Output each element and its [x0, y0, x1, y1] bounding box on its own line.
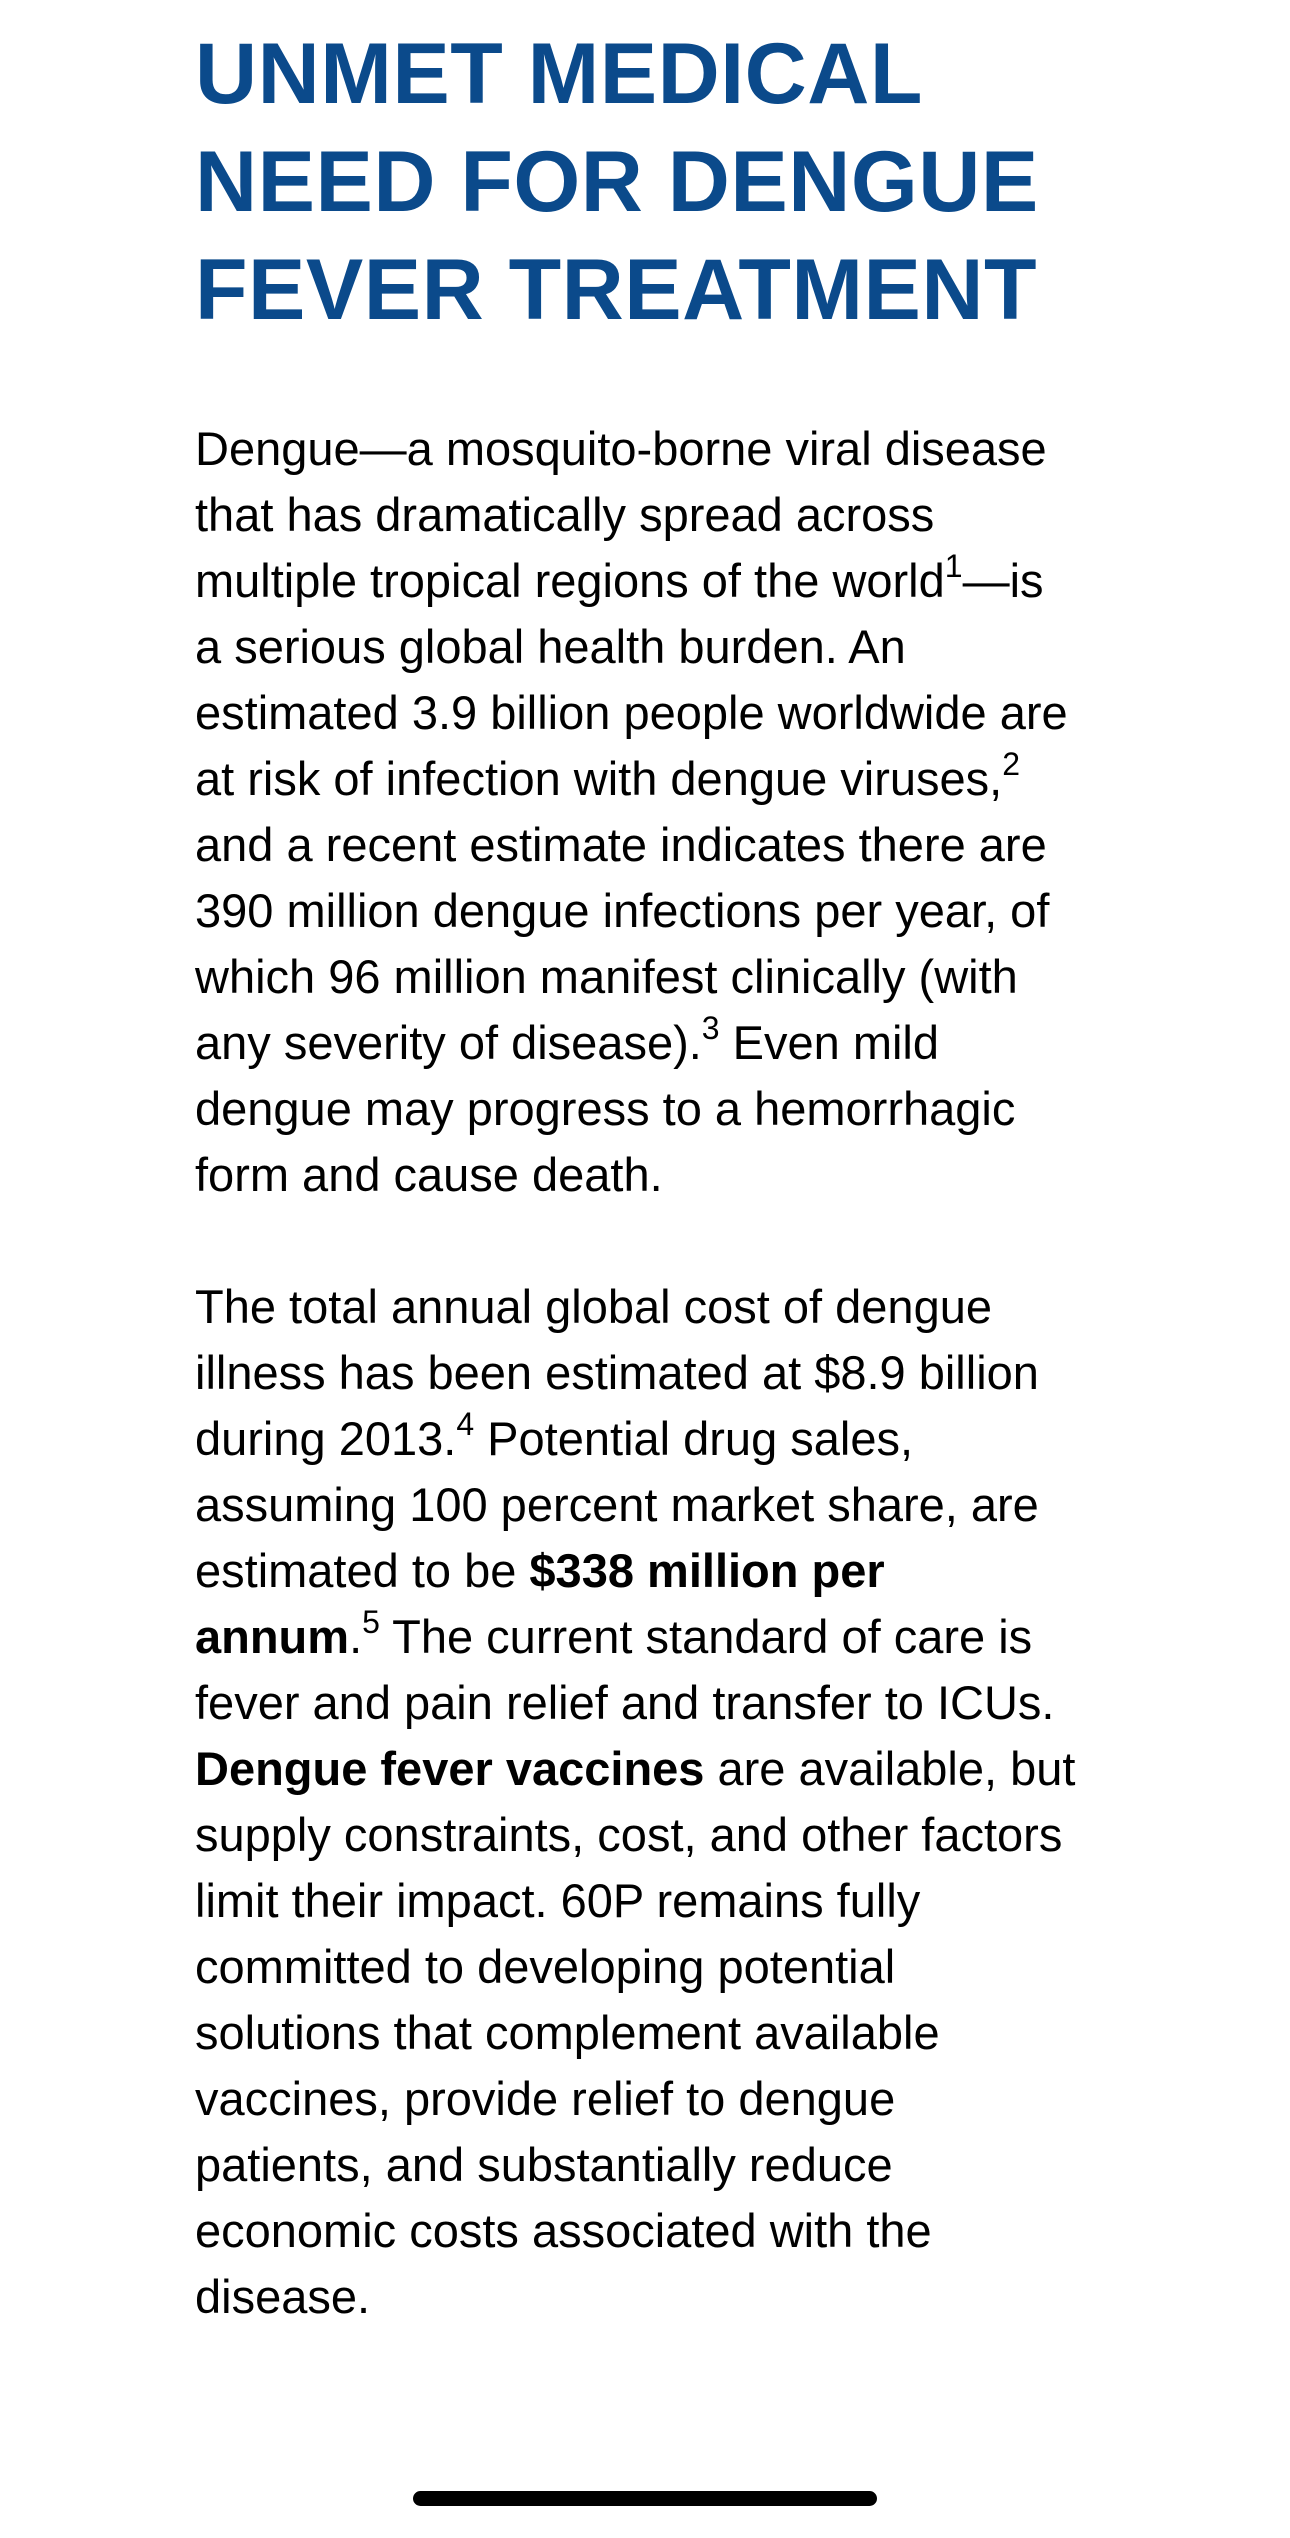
text-line: assuming 100 percent market share, are	[195, 1478, 1039, 1531]
text-line	[195, 548, 1125, 614]
article-content	[195, 20, 1125, 2330]
emphasis-annum: annum	[195, 1610, 350, 1663]
text-fragment: are available, but	[704, 1742, 1076, 1795]
text-fragment: estimated to be	[195, 1544, 530, 1597]
home-indicator[interactable]	[413, 2491, 877, 2506]
emphasis-vaccines: Dengue fever vaccines	[195, 1742, 705, 1795]
text-fragment: during 2013.	[195, 1412, 457, 1465]
text-fragment: The current standard of care is	[379, 1610, 1033, 1663]
text-line: illness has been estimated at $8.9 billion	[195, 1346, 1039, 1399]
text-line: disease.	[195, 2270, 371, 2323]
text-line: vaccines, provide relief to dengue	[195, 2072, 896, 2125]
text-line	[195, 1538, 1125, 1604]
title-line-3: FEVER TREATMENT	[195, 242, 1038, 338]
text-fragment: Even mild	[719, 1016, 940, 1069]
text-line: that has dramatically spread across	[195, 488, 935, 541]
text-fragment: —is	[962, 554, 1044, 607]
text-line	[195, 1604, 1125, 1670]
text-fragment: at risk of infection with dengue viruses,	[195, 752, 1003, 805]
text-line	[195, 1010, 1125, 1076]
text-line: fever and pain relief and transfer to ICUs.	[195, 1676, 1055, 1729]
text-line: economic costs associated with the	[195, 2204, 932, 2257]
text-line: supply constraints, cost, and other factors	[195, 1808, 1063, 1861]
text-line: and a recent estimate indicates there are	[195, 818, 1047, 871]
footnote-ref-1: 1	[944, 548, 963, 584]
footnote-ref-4: 4	[456, 1406, 475, 1442]
footnote-ref-5: 5	[362, 1604, 380, 1640]
text-line: Dengue—a mosquito-borne viral disease	[195, 422, 1047, 475]
title-line-2: NEED FOR DENGUE	[195, 134, 1039, 230]
text-line: committed to developing potential	[195, 1940, 896, 1993]
text-line: 390 million dengue infections per year, of	[195, 884, 1050, 937]
text-line	[195, 1736, 1125, 1802]
page-title	[195, 20, 1125, 344]
title-line-1: UNMET MEDICAL	[195, 26, 923, 122]
text-line: estimated 3.9 billion people worldwide are	[195, 686, 1068, 739]
text-line: patients, and substantially reduce	[195, 2138, 893, 2191]
text-line	[195, 746, 1125, 812]
text-line: form and cause death.	[195, 1148, 663, 1201]
paragraph-dengue-burden	[195, 416, 1125, 1208]
text-fragment: any severity of disease).	[195, 1016, 702, 1069]
emphasis-market-value: $338 million per	[529, 1544, 885, 1597]
text-fragment: .	[349, 1610, 363, 1663]
text-line: a serious global health burden. An	[195, 620, 906, 673]
text-fragment: Potential drug sales,	[474, 1412, 914, 1465]
footnote-ref-2: 2	[1002, 746, 1021, 782]
text-line	[195, 1406, 1125, 1472]
text-line: The total annual global cost of dengue	[195, 1280, 992, 1333]
text-line: which 96 million manifest clinically (with	[195, 950, 1018, 1003]
text-line: solutions that complement available	[195, 2006, 940, 2059]
paragraph-dengue-cost	[195, 1274, 1125, 2330]
text-line: limit their impact. 60P remains fully	[195, 1874, 921, 1927]
text-fragment: multiple tropical regions of the world	[195, 554, 945, 607]
footnote-ref-3: 3	[701, 1010, 720, 1046]
text-line: dengue may progress to a hemorrhagic	[195, 1082, 1016, 1135]
